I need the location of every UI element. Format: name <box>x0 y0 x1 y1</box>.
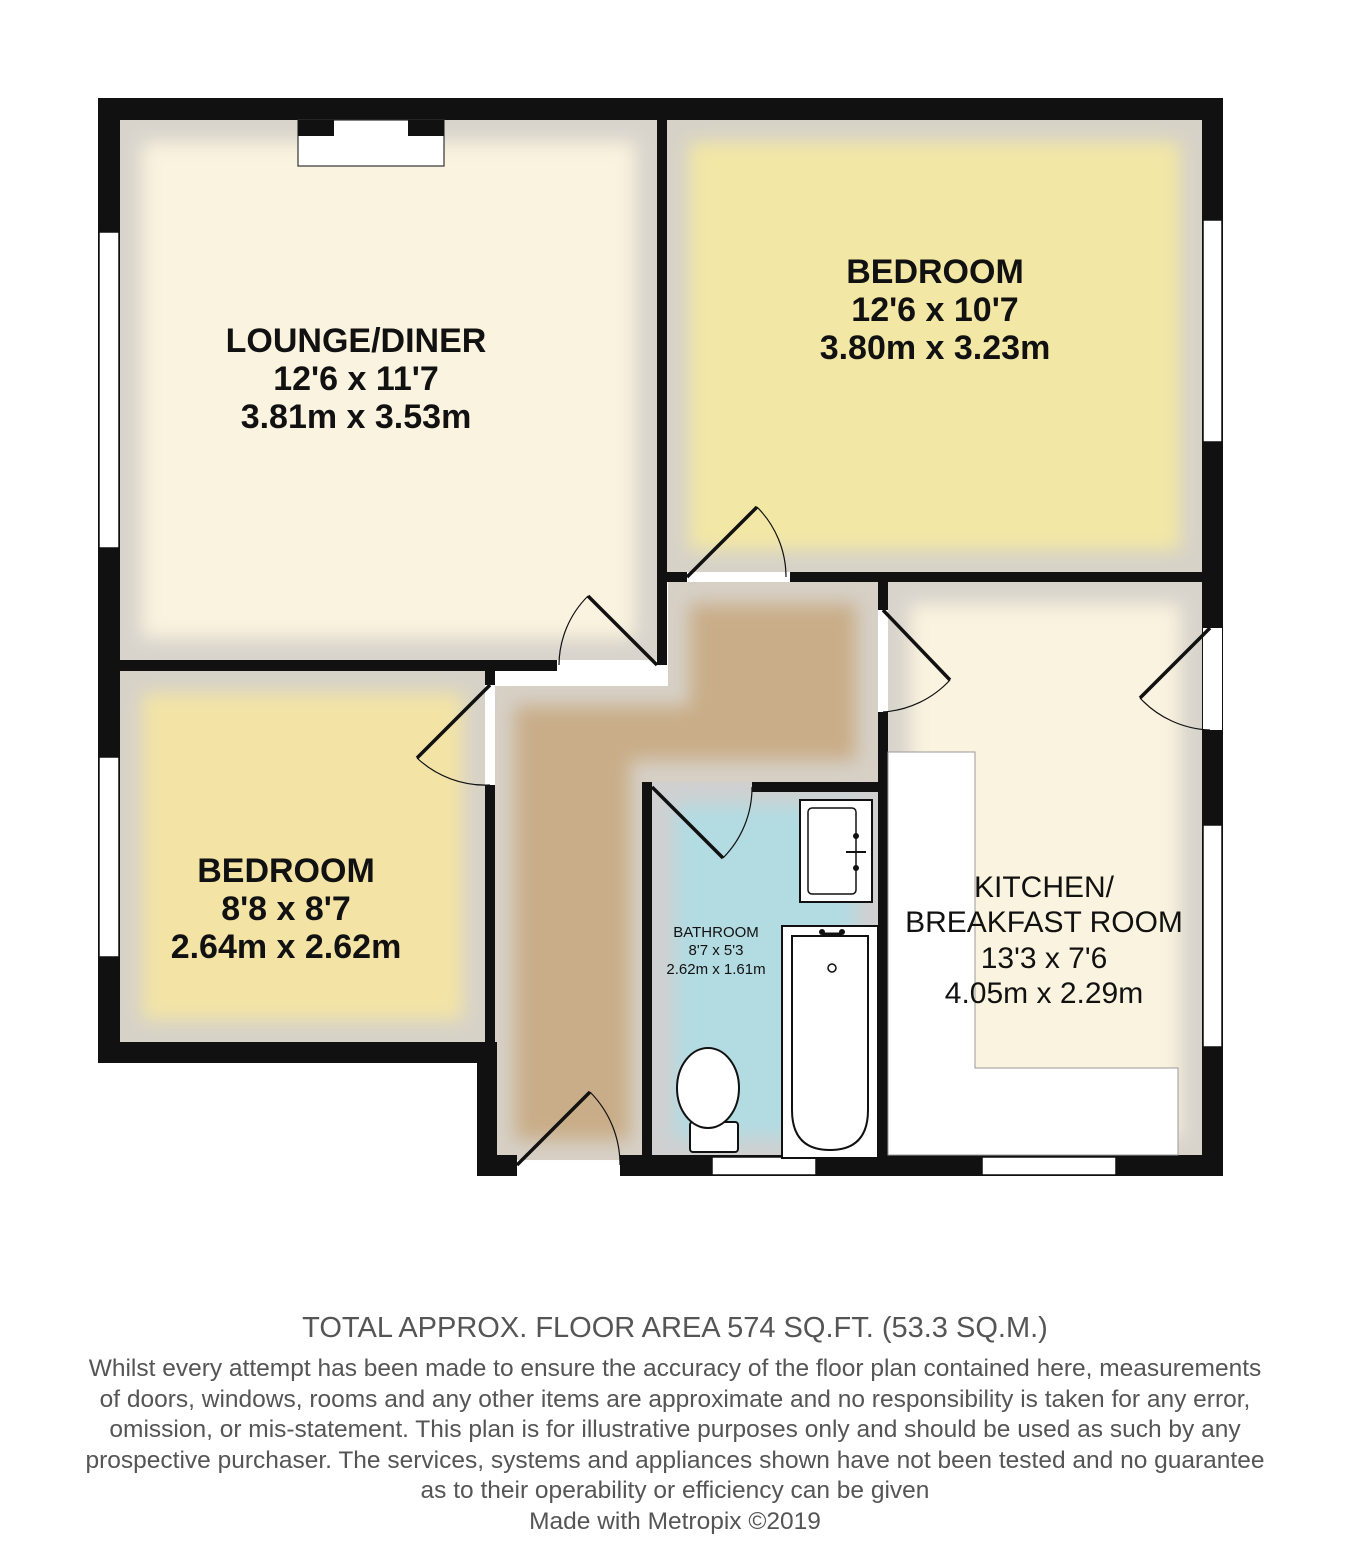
window-lounge <box>99 232 119 548</box>
bedroom-small-label <box>136 852 436 966</box>
kitchen-imperial: 13'3 x 7'6 <box>980 941 1108 975</box>
disclaimer-line: Whilst every attempt has been made to ensure the accuracy of the floor plan contained here, measurements <box>88 1355 1262 1382</box>
bedroom-small-metric: 2.64m x 2.62m <box>170 928 402 967</box>
bathroom-label <box>646 924 786 979</box>
bedroom-main-name: BEDROOM <box>846 253 1024 291</box>
lounge-metric: 3.81m x 3.53m <box>240 398 472 437</box>
lounge-name: LOUNGE/DINER <box>225 322 487 360</box>
credit: Made with Metropix ©2019 <box>529 1507 821 1535</box>
bedroom-small-name: BEDROOM <box>197 852 375 890</box>
window-bedroom-small <box>99 757 119 957</box>
lounge-imperial: 12'6 x 11'7 <box>273 360 439 399</box>
bathroom-imperial: 8'7 x 5'3 <box>688 942 744 960</box>
door-openings <box>1203 628 1222 730</box>
bathroom-name: BATHROOM <box>673 924 759 941</box>
kitchen-label <box>886 870 1202 1012</box>
window-kitchen <box>1203 825 1222 1047</box>
bedroom-small-imperial: 8'8 x 8'7 <box>221 890 351 929</box>
bedroom-main-metric: 3.80m x 3.23m <box>819 329 1051 368</box>
disclaimer-line: omission, or mis-statement. This plan is for illustrative purposes only and should be used as such by any <box>109 1416 1241 1443</box>
bathtub-icon <box>782 926 878 1158</box>
bathroom-metric: 2.62m x 1.61m <box>666 960 766 978</box>
total-floor-area: TOTAL APPROX. FLOOR AREA 574 SQ.FT. (53.3 SQ.M.) <box>302 1312 1048 1344</box>
window-bedroom-main <box>1203 220 1222 442</box>
bedroom-main-imperial: 12'6 x 10'7 <box>851 291 1019 330</box>
bedroom-main-label <box>785 253 1085 367</box>
sink-icon <box>800 800 872 902</box>
window-bathroom <box>712 1157 816 1175</box>
fireplace-icon <box>298 120 444 166</box>
disclaimer <box>0 1354 1350 1537</box>
lounge-label <box>206 322 506 436</box>
kitchen-name-line1: KITCHEN/ <box>973 871 1114 904</box>
disclaimer-line: prospective purchaser. The services, systems and appliances shown have not been tested and no guarantee <box>85 1446 1265 1474</box>
kitchen-metric: 4.05m x 2.29m <box>944 977 1144 1011</box>
disclaimer-line: of doors, windows, rooms and any other items are approximate and no responsibility is taken for any error, <box>99 1385 1251 1413</box>
disclaimer-line: as to their operability or efficiency can be given <box>420 1477 930 1504</box>
window-kitchen-rear <box>982 1157 1116 1175</box>
kitchen-name-line2: BREAKFAST ROOM <box>905 906 1183 940</box>
